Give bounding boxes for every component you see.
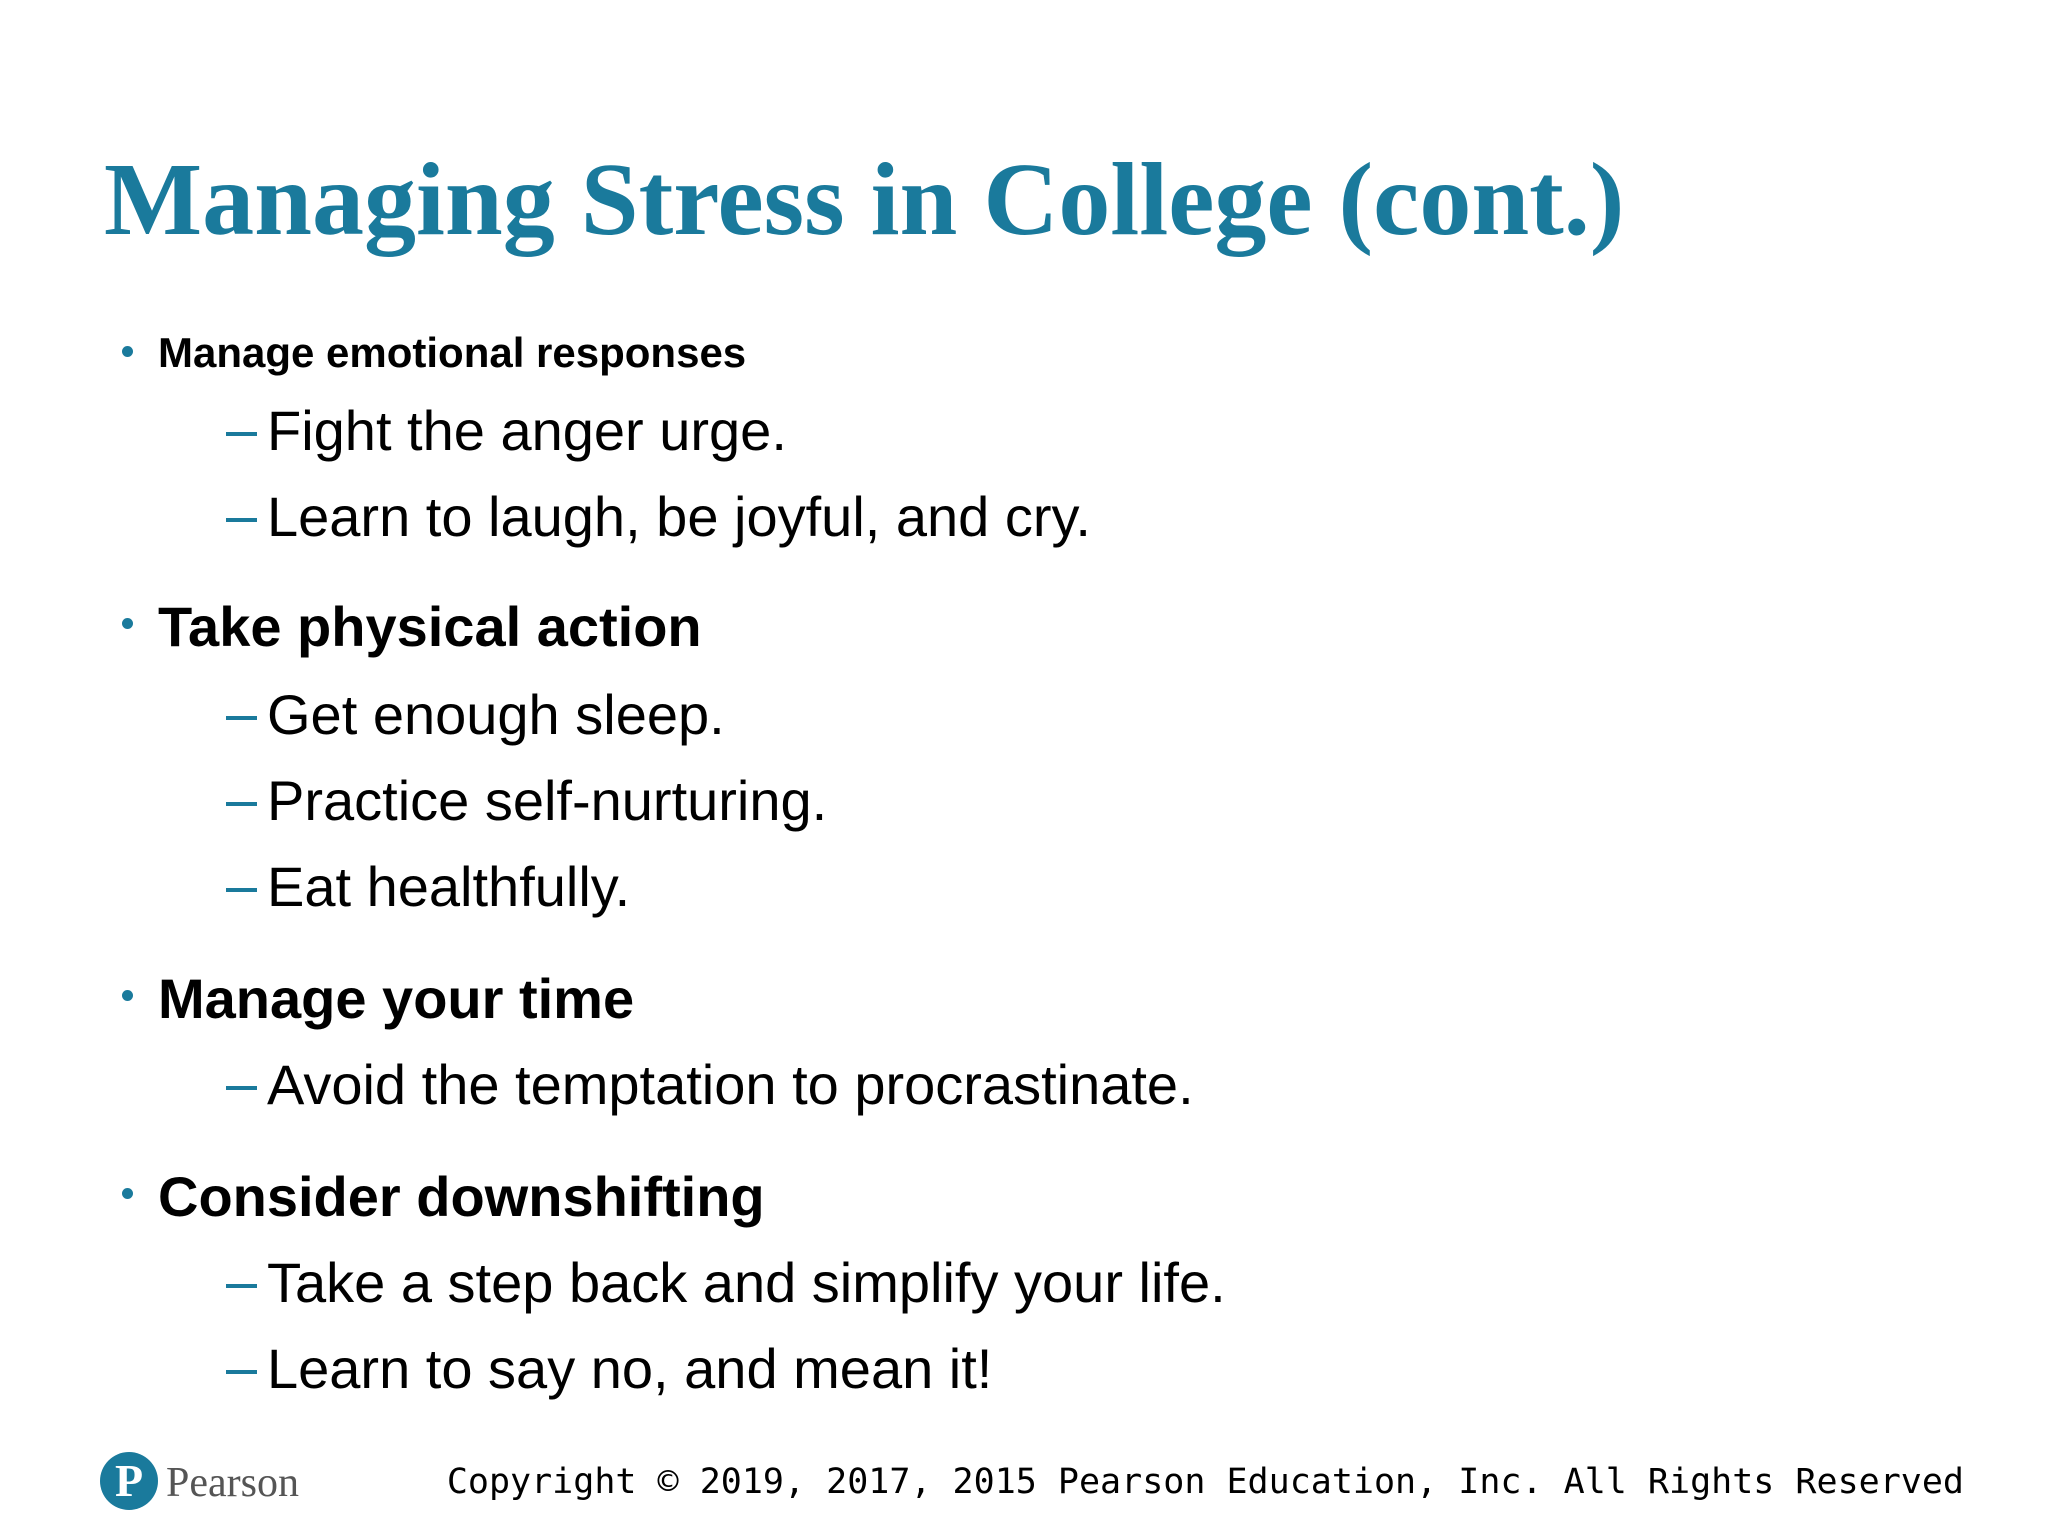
- sub-bullet-text: Take a step back and simplify your life.: [267, 1251, 1226, 1314]
- dash-icon: [226, 432, 257, 436]
- dash-icon: [226, 802, 257, 806]
- sub-bullet-text: Eat healthfully.: [267, 855, 631, 918]
- logo-wordmark: Pearson: [166, 1460, 299, 1506]
- bullet-heading: Manage your time: [158, 967, 635, 1030]
- bullet-dot-icon: [122, 618, 133, 629]
- bullet-dot-icon: [122, 990, 133, 1001]
- dash-icon: [226, 518, 257, 522]
- bullet-heading: Take physical action: [158, 595, 702, 658]
- sub-bullet-text: Practice self-nurturing.: [267, 769, 828, 832]
- slide-title: Managing Stress in College (cont.): [104, 142, 1625, 257]
- dash-icon: [226, 888, 257, 892]
- logo-letter: P: [114, 1455, 144, 1506]
- bullet-dot-icon: [122, 346, 133, 357]
- sub-bullet-text: Get enough sleep.: [267, 683, 725, 746]
- sub-bullet-text: Avoid the temptation to procrastinate.: [267, 1053, 1194, 1116]
- copyright-notice: Copyright © 2019, 2017, 2015 Pearson Education, Inc. All Rights Reserved: [446, 1462, 1964, 1502]
- dash-icon: [226, 716, 257, 720]
- sub-bullet-text: Learn to laugh, be joyful, and cry.: [267, 485, 1091, 548]
- pearson-logo: [100, 1452, 340, 1514]
- sub-bullet-text: Fight the anger urge.: [267, 399, 787, 462]
- bullet-dot-icon: [122, 1188, 133, 1199]
- dash-icon: [226, 1284, 257, 1288]
- sub-bullet-text: Learn to say no, and mean it!: [267, 1337, 993, 1400]
- dash-icon: [226, 1370, 257, 1374]
- bullet-heading: Consider downshifting: [158, 1165, 765, 1228]
- dash-icon: [226, 1086, 257, 1090]
- bullet-heading: Manage emotional responses: [158, 329, 747, 376]
